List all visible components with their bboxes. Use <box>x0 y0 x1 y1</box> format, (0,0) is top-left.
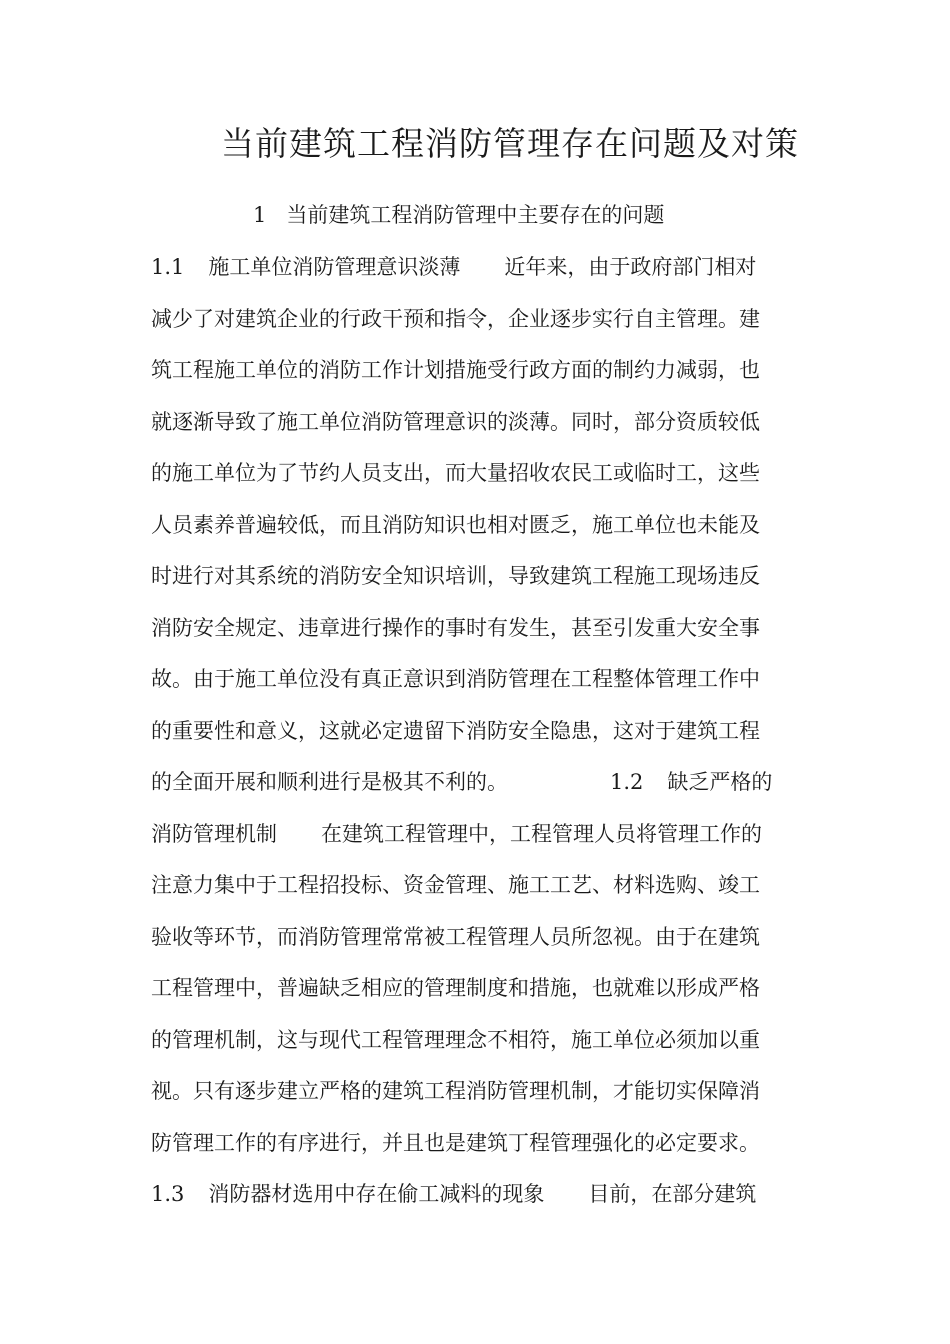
text-line: 人员素养普遍较低，而且消防知识也相对匮乏，施工单位也未能及 <box>151 513 760 537</box>
text-line: 筑工程施工单位的消防工作计划措施受行政方面的制约力减弱，也 <box>151 358 760 382</box>
text-line: 的重要性和意义，这就必定遗留下消防安全隐患，这对于建筑工程 <box>151 719 760 743</box>
section-number: 1 <box>253 203 267 227</box>
paragraph-text: 在建筑工程管理中，工程管理人员将管理工作的 <box>321 822 762 846</box>
text-line <box>151 1181 756 1207</box>
section-1-heading <box>253 202 664 228</box>
text-line: 消防安全规定、违章进行操作的事时有发生，甚至引发重大安全事 <box>151 616 760 640</box>
text-line: 视。只有逐步建立严格的建筑工程消防管理机制，才能切实保障消 <box>151 1079 760 1103</box>
text-line: 时进行对其系统的消防安全知识培训，导致建筑工程施工现场违反 <box>151 564 760 588</box>
subsection-heading: 消防器材选用中存在偷工减料的现象 <box>208 1182 545 1206</box>
paragraph-text: 的全面开展和顺利进行是极其不利的。 <box>151 770 508 794</box>
text-line: 的管理机制，这与现代工程管理理念不相符，施工单位必须加以重 <box>151 1028 760 1052</box>
paragraph-text: 目前，在部分建筑 <box>588 1182 757 1206</box>
section-heading-text: 当前建筑工程消防管理中主要存在的问题 <box>286 203 665 227</box>
subsection-number: 1.3 <box>151 1182 185 1206</box>
paragraph-text: 近年来，由于政府部门相对 <box>504 255 757 279</box>
text-line: 注意力集中于工程招投标、资金管理、施工工艺、材料选购、竣工 <box>151 873 760 897</box>
text-line: 工程管理中，普遍缺乏相应的管理制度和措施，也就难以形成严格 <box>151 976 760 1000</box>
text-line: 的施工单位为了节约人员支出，而大量招收农民工或临时工，这些 <box>151 461 760 485</box>
subsection-number: 1.1 <box>151 255 185 279</box>
text-line: 就逐渐导致了施工单位消防管理意识的淡薄。同时，部分资质较低 <box>151 410 760 434</box>
subsection-heading: 缺乏严格的 <box>667 770 773 794</box>
subsection-heading: 施工单位消防管理意识淡薄 <box>208 255 461 279</box>
text-line: 故。由于施工单位没有真正意识到消防管理在工程整体管理工作中 <box>151 667 760 691</box>
text-line: 防管理工作的有序进行，并且也是建筑丁程管理强化的必定要求。 <box>151 1131 760 1155</box>
subsection-heading: 消防管理机制 <box>151 822 277 846</box>
text-line: 减少了对建筑企业的行政干预和指令，企业逐步实行自主管理。建 <box>151 307 760 331</box>
subsection-number: 1.2 <box>610 770 644 794</box>
text-line <box>151 769 772 795</box>
text-line <box>151 254 756 280</box>
document-title: 当前建筑工程消防管理存在问题及对策 <box>221 124 799 163</box>
text-line <box>151 821 762 847</box>
text-line: 验收等环节，而消防管理常常被工程管理人员所忽视。由于在建筑 <box>151 925 760 949</box>
